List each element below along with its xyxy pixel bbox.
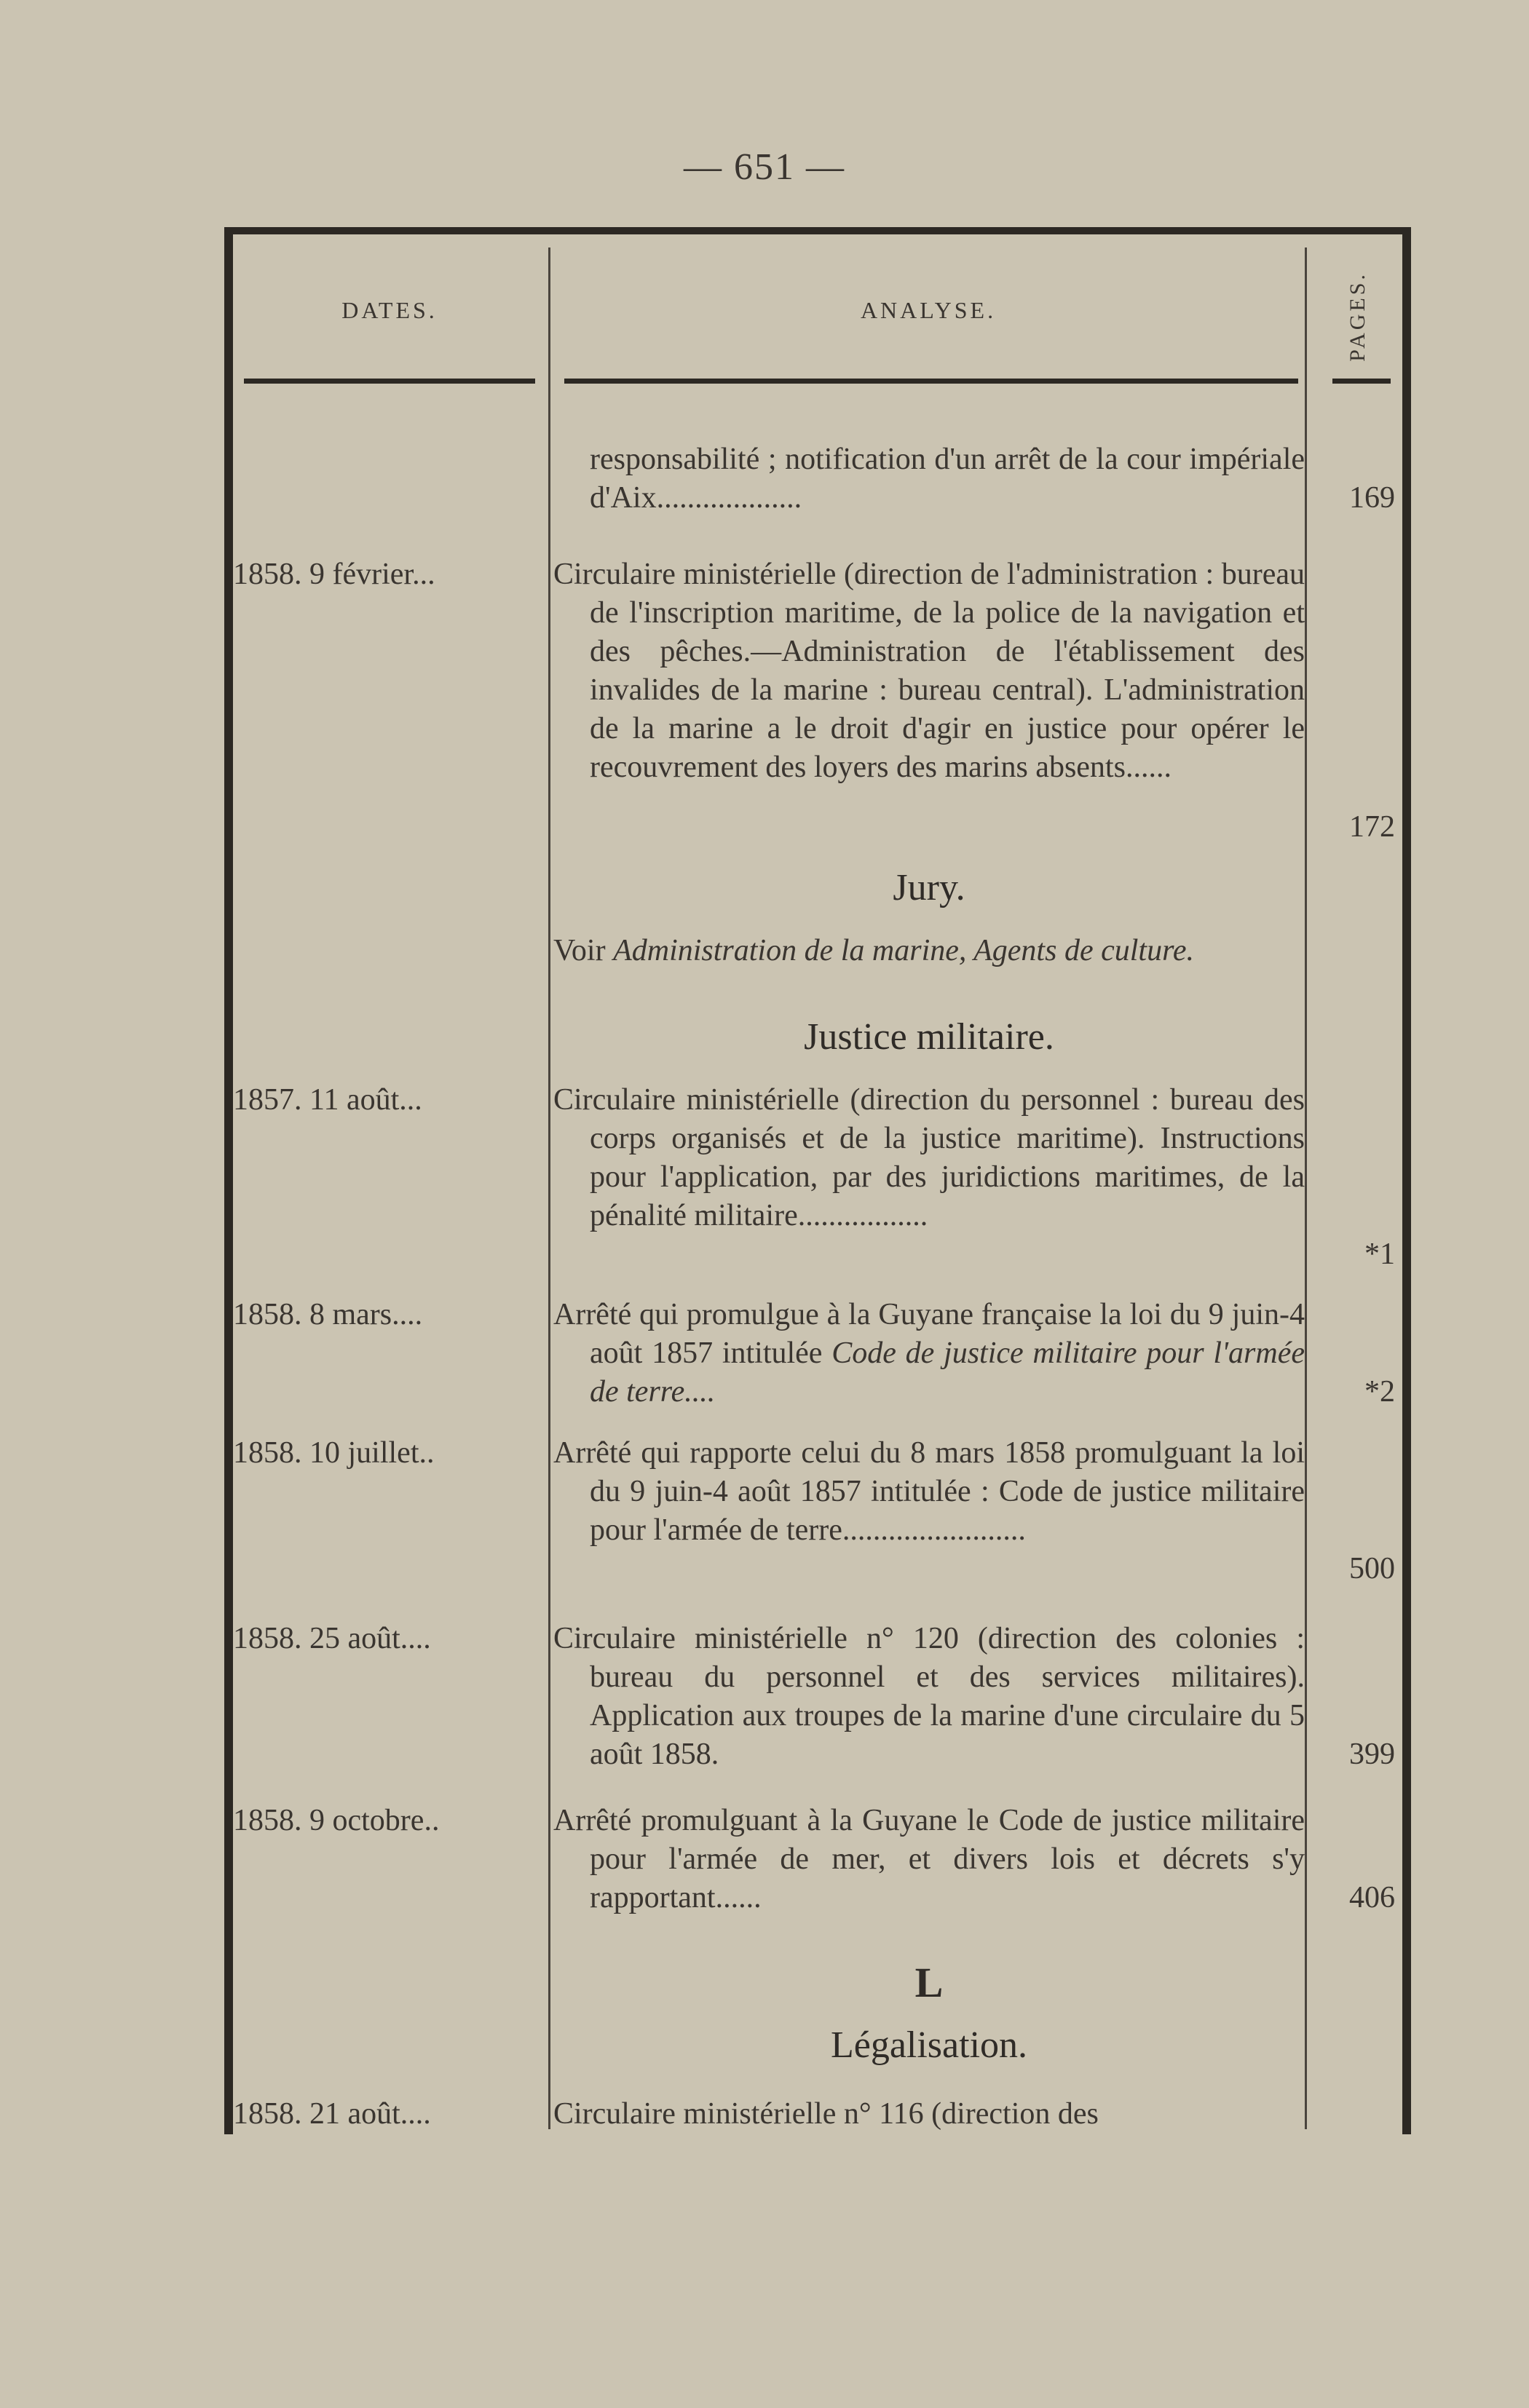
table-row [553, 440, 1305, 518]
section-letter: L [914, 1959, 944, 2006]
header-rule-pages [1332, 379, 1391, 384]
entry-text-prefix: Voir [553, 934, 614, 967]
entry-page: 500 [1349, 1552, 1395, 1585]
entry-date: 1858. 21 août.... [233, 2097, 431, 2131]
header-analyse: ANALYSE. [860, 297, 997, 323]
entry-date: 1858. 10 juillet.. [233, 1436, 435, 1470]
entry-date: 1857. 11 août... [233, 1083, 422, 1117]
section-heading-justice-militaire: Justice militaire. [804, 1016, 1054, 1058]
entry-page: 399 [1349, 1738, 1395, 1771]
entry-text: Arrêté qui rapporte celui du 8 mars 1858 promulguant la loi du 9 juin-4 août 1857 intitulée : Code de justice militaire pour l'armée de terre........................ [553, 1436, 1305, 1547]
entry-page: *1 [1364, 1237, 1395, 1271]
header-rule-dates [244, 379, 535, 384]
entry-page: *2 [1364, 1375, 1395, 1409]
table-row [553, 1620, 1305, 1774]
page-number: — 651 — [684, 146, 845, 188]
header-pages-cell [1325, 262, 1391, 371]
entry-text: Circulaire ministérielle n° 120 (direction des colonies : bureau du personnel et des services militaires). Application aux troupes de la marine d'une circulaire du 5 août 1858. [553, 1622, 1305, 1771]
entry-text [553, 1296, 1305, 1411]
entry-text-prefix: Arrêté qui promulgue à la Guyane française la loi du 9 juin-4 août 1857 intitulée [553, 1298, 1305, 1370]
entry-text-italic: Administration de la marine, Agents de culture. [613, 934, 1194, 967]
header-pages: PAGES. [1346, 272, 1370, 362]
header-dates: DATES. [341, 297, 438, 323]
entry-text: responsabilité ; notification d'un arrêt de la cour impériale d'Aix................... [590, 443, 1305, 515]
section-heading-legalisation: Légalisation. [830, 2024, 1028, 2066]
entry-text: Circulaire ministérielle (direction du personnel : bureau des corps organisés et de la justice maritime). Instructions pour l'application, par des juridictions maritimes, de la pénalité militaire................. [553, 1083, 1305, 1232]
entry-text [553, 932, 1305, 970]
entry-page: 172 [1349, 810, 1395, 844]
entry-date: 1858. 25 août.... [233, 1622, 431, 1655]
column-divider-dates [548, 247, 550, 2129]
table-row [553, 932, 1305, 970]
section-heading-jury: Jury. [893, 867, 965, 908]
table-row [553, 2095, 1305, 2134]
entry-text: Arrêté promulguant à la Guyane le Code de justice militaire pour l'armée de mer, et divers lois et décrets s'y rapportant...... [553, 1804, 1305, 1914]
entry-text-italic: Code de justice militaire pour l'armée de terre.... [590, 1336, 1305, 1409]
entry-page: 169 [1349, 481, 1395, 515]
entry-date: 1858. 9 octobre.. [233, 1804, 440, 1837]
entry-text: Circulaire ministérielle (direction de l'administration : bureau de l'inscription maritime, de la police de la navigation et des pêches.—Administration de l'établissement des invalides de la marine : bureau central). L'administration de la marine a le droit d'agir en justice pour opérer le recouvrement des loyers des marins absents...... [553, 558, 1305, 784]
table-row [553, 555, 1305, 787]
entry-text: Circulaire ministérielle n° 116 (direction des [553, 2097, 1099, 2131]
entry-date: 1858. 8 mars.... [233, 1298, 423, 1331]
table-row [553, 1434, 1305, 1550]
table-row [553, 1802, 1305, 1917]
entry-date: 1858. 9 février... [233, 558, 435, 591]
table-row [553, 1081, 1305, 1235]
entry-page: 406 [1349, 1881, 1395, 1914]
table-row [553, 1296, 1305, 1411]
header-rule-analyse [564, 379, 1298, 384]
column-divider-pages [1305, 247, 1307, 2129]
